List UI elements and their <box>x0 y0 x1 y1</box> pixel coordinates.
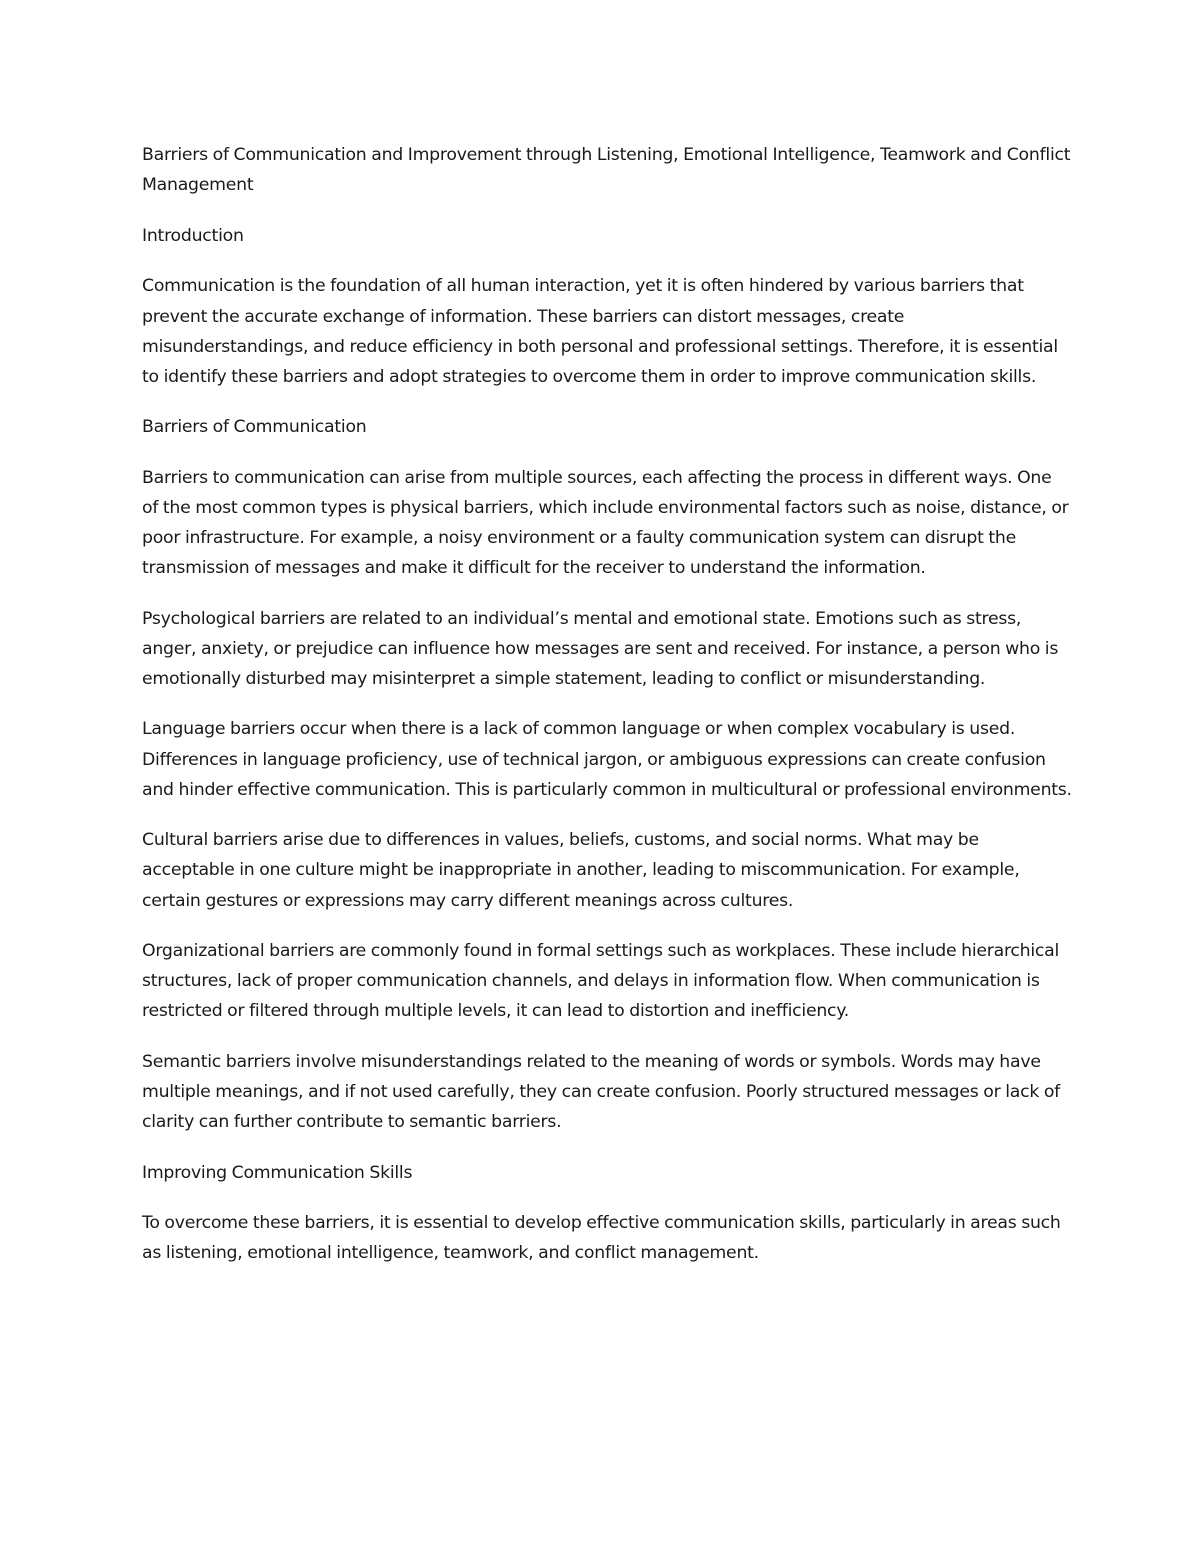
intro-paragraph: Communication is the foundation of all human interaction, yet it is often hindered by various barriers that prevent the accurate exchange of information. These barriers can distort messages, create misunderstandings, and reduce efficiency in both personal and professional settings. Therefore, it is essential to identify these barriers and adopt strategies to overcome them in order to improve communication skills. <box>142 276 1058 387</box>
barriers-paragraph-organizational: Organizational barriers are commonly found in formal settings such as workplaces. These include hierarchical structures, lack of proper communication channels, and delays in information flow. When communication is restricted or filtered through multiple levels, it can lead to distortion and inefficiency. <box>142 941 1060 1022</box>
document-title: Barriers of Communication and Improvement through Listening, Emotional Intelligence, Teamwork and Conflict Management <box>142 145 1071 196</box>
section-heading-improving: Improving Communication Skills <box>142 1162 413 1183</box>
barriers-paragraph-psychological: Psychological barriers are related to an individual’s mental and emotional state. Emotions such as stress, anger, anxiety, or prejudice can influence how messages are sent and received. For instance, a person who is emotionally disturbed may misinterpret a simple statement, leading to conflict or misunderstanding. <box>142 608 1059 690</box>
barriers-paragraph-semantic: Semantic barriers involve misunderstandings related to the meaning of words or symbols. Words may have multiple meanings, and if not used carefully, they can create confusion. Poorly structured messages or lack of clarity can further contribute to semantic barriers. <box>142 1051 1061 1133</box>
improving-paragraph: To overcome these barriers, it is essential to develop effective communication skills, particularly in areas such as listening, emotional intelligence, teamwork, and conflict management. <box>142 1213 1061 1264</box>
section-heading-barriers: Barriers of Communication <box>142 417 367 438</box>
barriers-paragraph-cultural: Cultural barriers arise due to differences in values, beliefs, customs, and social norms. What may be acceptable in one culture might be inappropriate in another, leading to miscommunication. For example, certain gestures or expressions may carry different meanings across cultures. <box>142 830 1020 911</box>
barriers-paragraph-language: Language barriers occur when there is a lack of common language or when complex vocabulary is used. Differences in language proficiency, use of technical jargon, or ambiguous expressions can create confusion and hinder effective communication. This is particularly common in multicultural or professional environments. <box>142 719 1072 800</box>
barriers-paragraph-physical: Barriers to communication can arise from multiple sources, each affecting the process in different ways. One of the most common types is physical barriers, which include environmental factors such as noise, distance, or poor infrastructure. For example, a noisy environment or a faulty communication system can disrupt the transmission of messages and make it difficult for the receiver to understand the information. <box>142 467 1069 579</box>
section-heading-introduction: Introduction <box>142 225 244 246</box>
document-body <box>142 140 1072 1289</box>
